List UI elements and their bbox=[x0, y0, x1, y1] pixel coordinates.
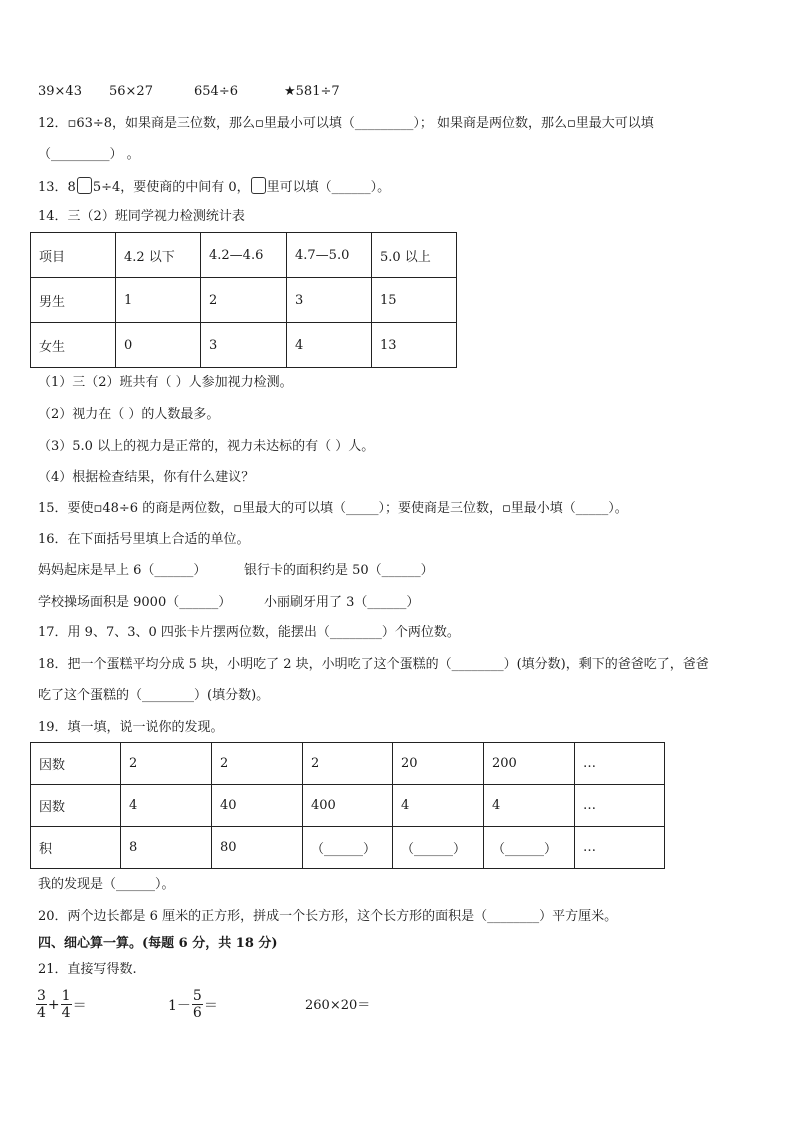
blank-box-icon bbox=[77, 177, 92, 194]
table-cell: 0 bbox=[116, 323, 201, 368]
table-cell: 2 bbox=[121, 743, 212, 785]
calc-item: 39×43 bbox=[38, 84, 82, 99]
table-cell: （______） bbox=[303, 827, 393, 869]
q14-sub1: （1）三（2）班共有（ ）人参加视力检测。 bbox=[38, 375, 293, 390]
q12-line2: （_________） 。 bbox=[38, 147, 140, 162]
blank-box-icon bbox=[251, 177, 266, 194]
calc-item: ★581÷7 bbox=[284, 84, 340, 99]
calc-item: 654÷6 bbox=[194, 84, 238, 99]
table-cell: 1 bbox=[116, 278, 201, 323]
table-row bbox=[31, 785, 665, 827]
q16-b: 银行卡的面积约是 50（______） bbox=[244, 563, 434, 578]
q19-title: 19．填一填，说一说你的发现。 bbox=[38, 720, 224, 735]
q14-sub3: （3）5.0 以上的视力是正常的，视力未达标的有（ ）人。 bbox=[38, 439, 375, 454]
table-cell: 4 bbox=[393, 785, 484, 827]
q20: 20．两个边长都是 6 厘米的正方形，拼成一个长方形，这个长方形的面积是（________）平方厘米。 bbox=[38, 909, 618, 924]
table-cell: 80 bbox=[212, 827, 303, 869]
table-row bbox=[31, 278, 457, 323]
q13-post: 5÷4，要使商的中间有 0， bbox=[92, 180, 250, 195]
table-row bbox=[31, 827, 665, 869]
q18-line2: 吃了这个蛋糕的（________）(填分数)。 bbox=[38, 688, 270, 703]
table-cell: 8 bbox=[121, 827, 212, 869]
calc-row bbox=[38, 83, 438, 101]
table-cell: 4 bbox=[484, 785, 575, 827]
table-header-cell: 4.2—4.6 bbox=[201, 233, 287, 278]
table-cell: 400 bbox=[303, 785, 393, 827]
table-cell: （______） bbox=[484, 827, 575, 869]
table-row bbox=[31, 743, 665, 785]
table-header-cell: 4.2 以下 bbox=[116, 233, 201, 278]
table-cell: 因数 bbox=[31, 743, 121, 785]
table-cell: 40 bbox=[212, 785, 303, 827]
table-row bbox=[31, 323, 457, 368]
section-heading: 四、细心算一算。(每题 6 分，共 18 分) bbox=[38, 936, 278, 951]
table-cell: 20 bbox=[393, 743, 484, 785]
table-cell: 3 bbox=[287, 278, 372, 323]
table-cell: 因数 bbox=[31, 785, 121, 827]
table-cell: 13 bbox=[372, 323, 457, 368]
table-cell: 女生 bbox=[31, 323, 116, 368]
q14-sub4: （4）根据检查结果，你有什么建议？ bbox=[38, 470, 255, 485]
q16-title: 16．在下面括号里填上合适的单位。 bbox=[38, 532, 250, 547]
q13-pre: 13．8 bbox=[38, 180, 76, 195]
q15: 15．要使▫48÷6 的商是两位数，▫里最大的可以填（_____）；要使商是三位数，▫里最小填（_____）。 bbox=[38, 501, 628, 516]
table-cell: 积 bbox=[31, 827, 121, 869]
table-cell: … bbox=[575, 785, 665, 827]
table-cell: 15 bbox=[372, 278, 457, 323]
expr-2: 1－ $\frac{5}{6}$ ＝ bbox=[168, 988, 218, 1021]
table-header-cell: 项目 bbox=[31, 233, 116, 278]
table-header-cell: 4.7—5.0 bbox=[287, 233, 372, 278]
fraction: $\frac{5}{6}$ bbox=[192, 988, 202, 1021]
fraction: $\frac{1}{4}$ bbox=[61, 988, 71, 1021]
table-cell: 4 bbox=[287, 323, 372, 368]
table-cell: 3 bbox=[201, 323, 287, 368]
expr-3: 260×20＝ bbox=[305, 998, 371, 1013]
q21-title: 21．直接写得数. bbox=[38, 962, 137, 977]
table-cell: … bbox=[575, 827, 665, 869]
q19-finding: 我的发现是（______）。 bbox=[38, 877, 175, 892]
q13-post2: 里可以填（______）。 bbox=[266, 180, 391, 195]
q12-line1: 12．▫63÷8，如果商是三位数，那么▫里最小可以填（_________）； 如果商是两位数，那么▫里最大可以填 bbox=[38, 116, 654, 131]
q13 bbox=[38, 177, 390, 197]
q16-c: 学校操场面积是 9000（______） bbox=[38, 595, 232, 610]
q17: 17．用 9、7、3、0 四张卡片摆两位数，能摆出（________）个两位数。 bbox=[38, 625, 460, 640]
table-cell: 200 bbox=[484, 743, 575, 785]
expr-1: $\frac{3}{4}$ + $\frac{1}{4}$ ＝ bbox=[37, 988, 87, 1021]
vision-table bbox=[30, 232, 457, 368]
table-header-cell: 5.0 以上 bbox=[372, 233, 457, 278]
table-cell: 2 bbox=[201, 278, 287, 323]
table-cell: 男生 bbox=[31, 278, 116, 323]
table-cell: 4 bbox=[121, 785, 212, 827]
q14-sub2: （2）视力在（ ）的人数最多。 bbox=[38, 407, 220, 422]
q16-a: 妈妈起床是早上 6（______） bbox=[38, 563, 207, 578]
table-cell: （______） bbox=[393, 827, 484, 869]
q18-line1: 18．把一个蛋糕平均分成 5 块，小明吃了 2 块，小明吃了这个蛋糕的（________）(填分数)，剩下的爸爸吃了，爸爸 bbox=[38, 657, 709, 672]
fraction: $\frac{3}{4}$ bbox=[37, 988, 46, 1021]
table-cell: … bbox=[575, 743, 665, 785]
calc-item: 56×27 bbox=[109, 84, 153, 99]
q16-d: 小丽刷牙用了 3（______） bbox=[264, 595, 420, 610]
table-cell: 2 bbox=[212, 743, 303, 785]
q14-title: 14．三（2）班同学视力检测统计表 bbox=[38, 209, 245, 224]
table-cell: 2 bbox=[303, 743, 393, 785]
factor-table bbox=[30, 742, 665, 869]
